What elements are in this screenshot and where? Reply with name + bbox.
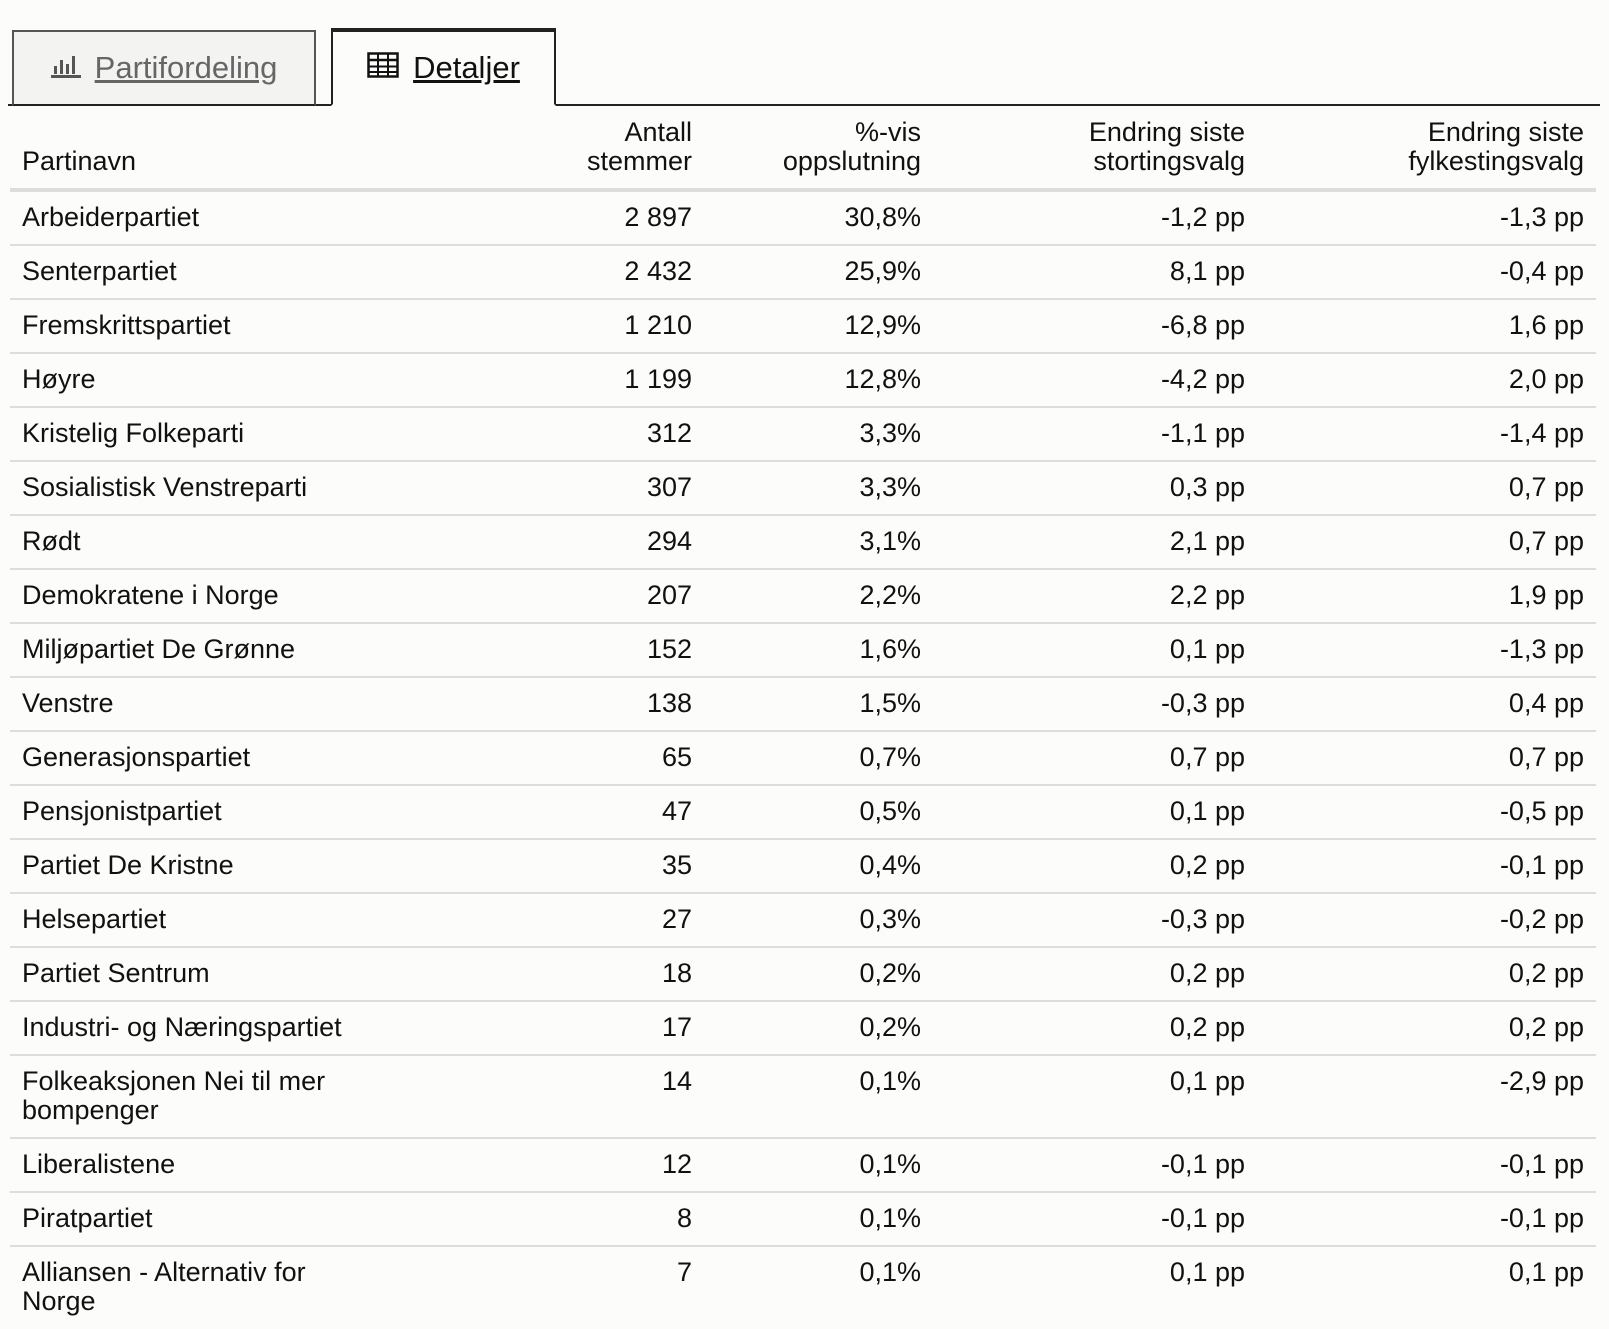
table-row [10, 1192, 1596, 1246]
table-row [10, 623, 1596, 677]
percent-cell: 0,7% [704, 731, 933, 785]
change-fylkestingsvalg-cell: 1,6 pp [1257, 299, 1596, 353]
party-name-cell: Partiet Sentrum [10, 947, 480, 1001]
party-name-cell: Venstre [10, 677, 480, 731]
change-stortingsvalg-cell: -6,8 pp [933, 299, 1257, 353]
results-table [10, 106, 1596, 1328]
change-fylkestingsvalg-cell: 0,7 pp [1257, 731, 1596, 785]
change-stortingsvalg-cell: -0,3 pp [933, 677, 1257, 731]
percent-cell: 3,3% [704, 461, 933, 515]
change-stortingsvalg-cell: 2,1 pp [933, 515, 1257, 569]
votes-cell: 17 [480, 1001, 704, 1055]
change-stortingsvalg-cell: 0,2 pp [933, 1001, 1257, 1055]
party-name-cell: Demokratene i Norge [10, 569, 480, 623]
table-header-row [10, 106, 1596, 190]
table-row [10, 839, 1596, 893]
table-row [10, 190, 1596, 245]
change-fylkestingsvalg-cell: -0,4 pp [1257, 245, 1596, 299]
percent-cell: 0,1% [704, 1055, 933, 1138]
votes-cell: 2 897 [480, 190, 704, 245]
change-stortingsvalg-cell: -1,2 pp [933, 190, 1257, 245]
percent-cell: 25,9% [704, 245, 933, 299]
votes-cell: 152 [480, 623, 704, 677]
change-stortingsvalg-cell: 0,2 pp [933, 947, 1257, 1001]
votes-cell: 307 [480, 461, 704, 515]
party-name-cell: Piratpartiet [10, 1192, 480, 1246]
percent-cell: 0,2% [704, 1001, 933, 1055]
table-row [10, 947, 1596, 1001]
change-stortingsvalg-cell: 0,2 pp [933, 839, 1257, 893]
votes-cell: 14 [480, 1055, 704, 1138]
tab-bar [8, 30, 1600, 106]
votes-cell: 18 [480, 947, 704, 1001]
percent-cell: 0,1% [704, 1138, 933, 1192]
percent-cell: 12,8% [704, 353, 933, 407]
table-row [10, 299, 1596, 353]
percent-cell: 2,2% [704, 569, 933, 623]
change-fylkestingsvalg-cell: 0,4 pp [1257, 677, 1596, 731]
tab-detaljer-label: Detaljer [413, 50, 520, 85]
table-row [10, 1138, 1596, 1192]
change-fylkestingsvalg-cell: -1,3 pp [1257, 623, 1596, 677]
votes-cell: 65 [480, 731, 704, 785]
change-fylkestingsvalg-cell: 0,2 pp [1257, 1001, 1596, 1055]
change-fylkestingsvalg-cell: -0,2 pp [1257, 893, 1596, 947]
table-row [10, 461, 1596, 515]
change-fylkestingsvalg-cell: 0,7 pp [1257, 461, 1596, 515]
change-fylkestingsvalg-cell: -0,1 pp [1257, 1138, 1596, 1192]
change-fylkestingsvalg-cell: 2,0 pp [1257, 353, 1596, 407]
change-stortingsvalg-cell: 0,1 pp [1169, 1257, 1245, 1287]
party-name-cell: Folkeaksjonen Nei til mer bompenger [10, 1055, 480, 1138]
percent-cell: 0,1% [859, 1257, 921, 1287]
tab-partifordeling-label: Partifordeling [94, 50, 278, 85]
change-fylkestingsvalg-cell: -0,5 pp [1257, 785, 1596, 839]
change-fylkestingsvalg-cell: -1,3 pp [1257, 190, 1596, 245]
table-row [10, 1055, 1596, 1138]
votes-cell: 207 [480, 569, 704, 623]
change-stortingsvalg-cell: -1,1 pp [933, 407, 1257, 461]
party-name-cell: Partiet De Kristne [10, 839, 480, 893]
table-row [10, 245, 1596, 299]
change-stortingsvalg-cell: -0,1 pp [933, 1138, 1257, 1192]
votes-cell: 7 [676, 1257, 692, 1287]
table-row [10, 569, 1596, 623]
votes-cell: 312 [480, 407, 704, 461]
party-name-cell: Generasjonspartiet [10, 731, 480, 785]
tab-detaljer[interactable] [331, 28, 556, 106]
percent-cell: 0,5% [704, 785, 933, 839]
tab-partifordeling[interactable] [12, 30, 316, 106]
table-row [10, 1001, 1596, 1055]
change-stortingsvalg-cell: -4,2 pp [933, 353, 1257, 407]
votes-cell: 8 [480, 1192, 704, 1246]
votes-cell: 35 [480, 839, 704, 893]
header-partinavn: Partinavn [10, 106, 480, 190]
party-name-cell: Sosialistisk Venstreparti [10, 461, 480, 515]
table-row [10, 353, 1596, 407]
header-antall-stemmer: Antall stemmer [480, 106, 704, 190]
table-row [10, 1246, 1596, 1328]
table-row [10, 407, 1596, 461]
votes-cell: 294 [480, 515, 704, 569]
party-name-cell: Høyre [10, 353, 480, 407]
change-stortingsvalg-cell: 0,7 pp [933, 731, 1257, 785]
bar-chart-icon [51, 50, 81, 86]
change-stortingsvalg-cell: 0,1 pp [933, 1055, 1257, 1138]
party-name-cell: Helsepartiet [10, 893, 480, 947]
percent-cell: 12,9% [704, 299, 933, 353]
percent-cell: 0,2% [704, 947, 933, 1001]
header-endring-stortingsvalg: Endring siste stortingsvalg [933, 106, 1257, 190]
party-name-cell: Alliansen - Alternativ for Norge [22, 1257, 306, 1316]
table-row [10, 515, 1596, 569]
change-fylkestingsvalg-cell: 0,7 pp [1257, 515, 1596, 569]
change-fylkestingsvalg-cell: 0,1 pp [1508, 1257, 1584, 1287]
change-stortingsvalg-cell: 8,1 pp [933, 245, 1257, 299]
votes-cell: 1 199 [480, 353, 704, 407]
table-row [10, 893, 1596, 947]
percent-cell: 3,1% [704, 515, 933, 569]
votes-cell: 47 [480, 785, 704, 839]
party-name-cell: Rødt [10, 515, 480, 569]
votes-cell: 138 [480, 677, 704, 731]
votes-cell: 12 [480, 1138, 704, 1192]
party-name-cell: Miljøpartiet De Grønne [10, 623, 480, 677]
party-name-cell: Fremskrittspartiet [10, 299, 480, 353]
party-name-cell: Kristelig Folkeparti [10, 407, 480, 461]
votes-cell: 27 [480, 893, 704, 947]
percent-cell: 1,5% [704, 677, 933, 731]
change-stortingsvalg-cell: -0,3 pp [933, 893, 1257, 947]
change-fylkestingsvalg-cell: 1,9 pp [1257, 569, 1596, 623]
party-name-cell: Pensjonistpartiet [10, 785, 480, 839]
percent-cell: 1,6% [704, 623, 933, 677]
percent-cell: 0,1% [704, 1192, 933, 1246]
change-fylkestingsvalg-cell: -0,1 pp [1257, 839, 1596, 893]
header-endring-fylkestingsvalg: Endring siste fylkestingsvalg [1257, 106, 1596, 190]
change-fylkestingsvalg-cell: -0,1 pp [1257, 1192, 1596, 1246]
change-fylkestingsvalg-cell: -2,9 pp [1257, 1055, 1596, 1138]
change-fylkestingsvalg-cell: 0,2 pp [1257, 947, 1596, 1001]
table-row [10, 677, 1596, 731]
change-stortingsvalg-cell: 0,1 pp [933, 785, 1257, 839]
party-name-cell: Arbeiderpartiet [10, 190, 480, 245]
party-name-cell: Liberalistene [10, 1138, 480, 1192]
party-name-cell: Industri- og Næringspartiet [10, 1001, 480, 1055]
table-row [10, 785, 1596, 839]
percent-cell: 3,3% [704, 407, 933, 461]
change-fylkestingsvalg-cell: -1,4 pp [1257, 407, 1596, 461]
change-stortingsvalg-cell: 0,1 pp [933, 623, 1257, 677]
change-stortingsvalg-cell: 2,2 pp [933, 569, 1257, 623]
percent-cell: 0,4% [704, 839, 933, 893]
change-stortingsvalg-cell: 0,3 pp [933, 461, 1257, 515]
votes-cell: 2 432 [480, 245, 704, 299]
percent-cell: 0,3% [704, 893, 933, 947]
table-icon [367, 50, 399, 86]
change-stortingsvalg-cell: -0,1 pp [933, 1192, 1257, 1246]
percent-cell: 30,8% [704, 190, 933, 245]
party-name-cell: Senterpartiet [10, 245, 480, 299]
table-body [10, 190, 1596, 1328]
votes-cell: 1 210 [480, 299, 704, 353]
table-row [10, 731, 1596, 785]
header-oppslutning: %-vis oppslutning [704, 106, 933, 190]
